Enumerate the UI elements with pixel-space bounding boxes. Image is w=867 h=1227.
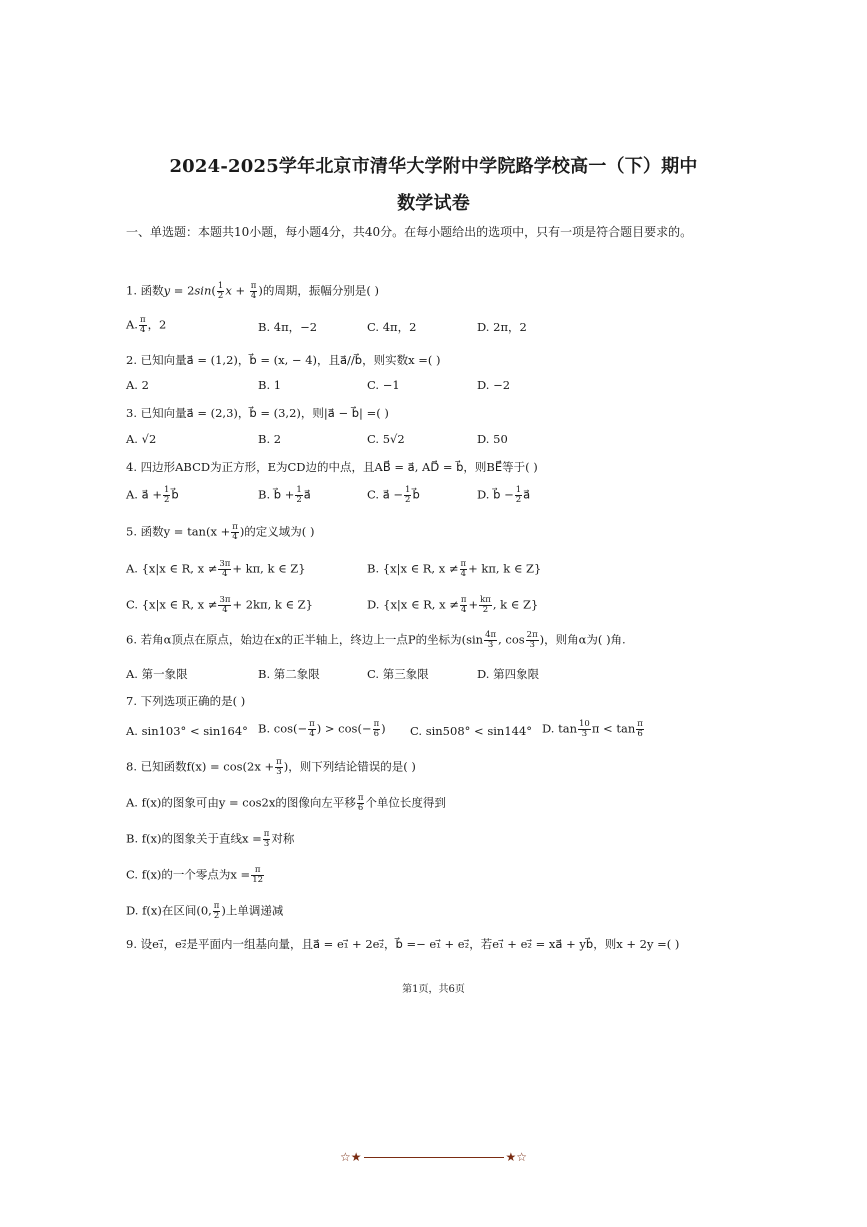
q2-option-b: B. 1 bbox=[258, 378, 282, 392]
q5-option-b: B. {x|x ∈ R, x ≠ $\frac{\pi}{4}$ + kπ, k ∈ Z} bbox=[367, 559, 542, 579]
q3-option-d: D. 50 bbox=[477, 432, 508, 446]
q8-option-c: C. f(x)的一个零点为x = $\frac{\pi}{12}$ bbox=[126, 865, 264, 885]
q3-option-c: C. 5√2 bbox=[367, 432, 405, 446]
q7-option-a: A. sin103° < sin164° bbox=[126, 724, 248, 738]
q7-option-c: C. sin508° < sin144° bbox=[410, 724, 533, 738]
exam-title: 2024-2025学年北京市清华大学附中学院路学校高一（下）期中 bbox=[169, 156, 698, 177]
q2-option-a: A. 2 bbox=[126, 378, 149, 392]
divider-line bbox=[364, 1157, 504, 1158]
q1-option-b: B. 4π，−2 bbox=[258, 320, 318, 334]
question-3: 3. 已知向量a⃗ = (2,3)，b⃗ = (3,2)，则|a⃗ − b⃗| =( ) bbox=[126, 406, 389, 420]
q3-option-a: A. √2 bbox=[126, 432, 157, 446]
section-heading: 一、单选题：本题共10小题，每小题4分，共40分。在每小题给出的选项中，只有一项是符合题目要求的。 bbox=[126, 225, 693, 239]
star-icon: ☆★ bbox=[339, 1150, 362, 1164]
fraction: $\frac{1}{2}$ bbox=[217, 281, 224, 301]
q8-option-a: A. f(x)的图象可由y = cos2x的图像向左平移 $\frac{\pi}{6}$ 个单位长度得到 bbox=[126, 793, 446, 813]
exam-subtitle: 数学试卷 bbox=[397, 193, 470, 214]
q6-option-d: D. 第四象限 bbox=[477, 667, 540, 681]
q7-option-b: B. cos(− $\frac{\pi}{4}$ ) > cos(− $\frac{\pi}{6}$ ) bbox=[258, 719, 386, 739]
question-7: 7. 下列选项正确的是( ) bbox=[126, 694, 246, 708]
question-9: 9. 设e₁⃗，e₂⃗是平面内一组基向量，且a⃗ = e₁⃗ + 2e₂⃗，b⃗ =− e₁⃗ + e₂⃗，若e₁⃗ + e₂⃗ = xa⃗ + yb⃗，则x + 2y =( ) bbox=[126, 937, 680, 951]
q2-option-d: D. −2 bbox=[477, 378, 511, 392]
page-number: 第1页，共6页 bbox=[402, 984, 465, 995]
question-5: 5. 函数y = tan(x + $\frac{\pi}{4}$ )的定义域为( ) bbox=[126, 522, 315, 542]
q4-option-a: A. a⃗ + $\frac{1}{2}$ b⃗ bbox=[126, 485, 179, 505]
question-2: 2. 已知向量a⃗ = (1,2)，b⃗ = (x, − 4)，且a⃗//b⃗，则实数x =( ) bbox=[126, 353, 441, 367]
question-6: 6. 若角α顶点在原点，始边在x的正半轴上，终边上一点P的坐标为(sin $\frac{4\pi}{3}$ , cos $\frac{2\pi}{3}$ )，则角α为( )角. bbox=[126, 630, 626, 650]
star-icon: ★☆ bbox=[505, 1150, 528, 1164]
q6-option-c: C. 第三象限 bbox=[367, 667, 429, 681]
decorative-divider bbox=[0, 1150, 867, 1164]
question-1: 1. 函数y = 2sin( $\frac{1}{2}$ x + $\frac{\pi}{4}$ )的周期，振幅分别是( ) bbox=[126, 281, 380, 301]
q4-option-d: D. b⃗ − $\frac{1}{2}$ a⃗ bbox=[477, 485, 531, 505]
q1-option-a: A. $\frac{\pi}{4}$ ，2 bbox=[126, 315, 167, 335]
q8-option-b: B. f(x)的图象关于直线x = $\frac{\pi}{3}$ 对称 bbox=[126, 829, 295, 849]
q2-option-c: C. −1 bbox=[367, 378, 400, 392]
q4-option-c: C. a⃗ − $\frac{1}{2}$ b⃗ bbox=[367, 485, 420, 505]
q1-option-d: D. 2π，2 bbox=[477, 320, 527, 334]
q5-option-a: A. {x|x ∈ R, x ≠ $\frac{3\pi}{4}$ + kπ, k ∈ Z} bbox=[126, 559, 306, 579]
q3-option-b: B. 2 bbox=[258, 432, 282, 446]
q7-option-d: D. tan $\frac{10}{3}$ π < tan $\frac{\pi}{6}$ bbox=[542, 719, 643, 739]
q4-option-b: B. b⃗ + $\frac{1}{2}$ a⃗ bbox=[258, 485, 311, 505]
fraction: $\frac{\pi}{4}$ bbox=[250, 281, 257, 301]
q6-option-b: B. 第二象限 bbox=[258, 667, 320, 681]
q5-option-d: D. {x|x ∈ R, x ≠ $\frac{\pi}{4}$ + $\frac{k\pi}{2}$ , k ∈ Z} bbox=[367, 595, 539, 615]
question-4: 4. 四边形ABCD为正方形，E为CD边的中点，且AB⃗ = a⃗, AD⃗ = b⃗，则BE⃗等于( ) bbox=[126, 460, 538, 474]
q1-option-c: C. 4π，2 bbox=[367, 320, 417, 334]
q6-option-a: A. 第一象限 bbox=[126, 667, 188, 681]
q5-option-c: C. {x|x ∈ R, x ≠ $\frac{3\pi}{4}$ + 2kπ, k ∈ Z} bbox=[126, 595, 313, 615]
q8-option-d: D. f(x)在区间(0, $\frac{\pi}{2}$ )上单调递减 bbox=[126, 901, 284, 921]
question-8: 8. 已知函数f(x) = cos(2x + $\frac{\pi}{3}$ )，则下列结论错误的是( ) bbox=[126, 757, 416, 777]
